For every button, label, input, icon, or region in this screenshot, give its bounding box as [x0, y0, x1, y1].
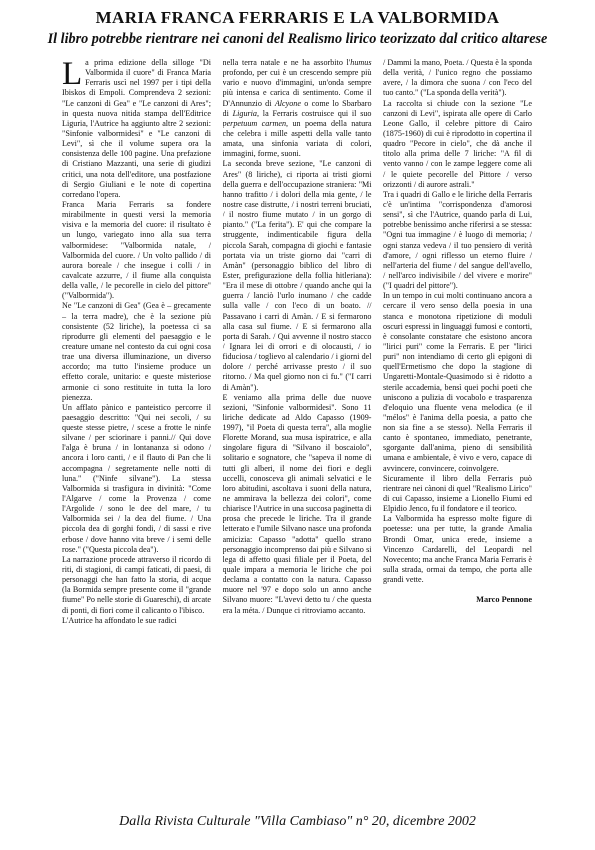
paragraph: L'Autrice ha affondato le sue radici [62, 615, 177, 625]
paragraph: Franca Maria Ferraris sa fondere mirabilmente in questi versi la memoria visiva e la memoria del cuore: il risultato è un lungo, variegato inno alla sua terra valbormidese: "Valbormida natale, / Valbormida del cuore. / Un volto pallido / di aurora boreale / che insegue i colli / in cavalcate azzurre, / il fiume alla conquista della valle, / le pecorelle in cielo del pittore" ("Valbormida"). [62, 199, 211, 301]
source-footer: Dalla Rivista Culturale "Villa Cambiaso" n° 20, dicembre 2002 [119, 814, 476, 829]
paragraph: Sicuramente il libro della Ferraris può rientrare nei cànoni di quel "Realismo Lirico" di cui Capasso, insieme a Lionello Fiumi ed Elpidio Jenco, fu il fondatore e il teorico. [383, 473, 532, 514]
paragraph: E veniamo alla prima delle due nuove sezioni, "Sinfonie valbormidesi". Sono 11 liriche dedicate ad Aldo Capasso (1909-1997), "il Poeta di questa terra", alla moglie Florette Morand, sua musa ispiratrice, e alla singolare figura di "Silvano il boscaiolo", solitario e sognatore, che "sapeva il nome di tutti gli alberi, il nome dei fiori e degli uccelli, conosceva gli animali selvatici e le loro abitudini, ascoltava i suoni della natura, ne ammirava la bellezza dei colori", come chiarisce l'Autrice in una succosa paginetta di prosa che precede le liriche. Tra il grande letterato e l'umile Silvano nasce una profonda amicizia: Capasso "adotta" quello strano personaggio incomprenso dai più e Silvano si lega di affetto quasi filiale per il Poeta, del quale impara a memoria le liriche che poi declama a contatto con la natura. Capasso muore nel '97 e dopo solo un anno anche Silvano muore: "L'avevi detto tu / che questa era la méta. / Dunque ci ritroviamo accanto. [222, 392, 372, 615]
paragraph: / Dammi la mano, Poeta. / Questa è la sponda della verità, / l'unico regno che possiamo avere, / la dimora che suona / con l'eco del tuo canto." ("La sponda della verità"). [383, 58, 532, 98]
paragraph: nella terra natale e ne ha assorbito l'humus profondo, per cui è un crescendo sempre più vario e nuovo d'immagini, un'onda sempre più intensa e carica di sentimento. Come il D'Annunzio di Alcyone o come lo Sbarbaro di Liguria, la Ferraris costruisce qui il suo perpetuum carmen, un poema della natura che celebra i mille aspetti della valle tanto amata, una sinfonia variata di colori, immagini, forme, suoni. [222, 58, 372, 159]
column-1 [62, 58, 211, 796]
author-signature: Marco Pennone [476, 595, 532, 605]
italic-term: humus [350, 58, 372, 67]
paragraph-text: a prima edizione della silloge "Di Valbormida il cuore" di Franca Maria Ferraris uscì nel 1997 per i tipi della Ibiskos di Empoli. Comprendeva 2 sezioni: "Le canzoni di Gea" e "Le canzoni di Ares"; in questa nuova nitida stampa dell'Editrice Liguria, l'Autrice ha aggiunto altre 2 sezioni: "Sinfonie valbormidesi" e "Le canzoni di Levi", sì che il volume supera ora la consistenza delle 100 pagine. Una prefazione di Cristiano Mazzanti, una serie di giudizi critici, una nota dell'editore, una postfazione di Sergio Giuliani e le note di copertina corredano l'opera. [62, 58, 211, 199]
paragraph [62, 58, 211, 200]
italic-term: Alcyone [274, 98, 301, 108]
article-subtitle: Il libro potrebbe rientrare nei canoni del Realismo lirico teorizzato dal critico altarese [47, 31, 548, 47]
paragraph: La raccolta si chiude con la sezione "Le canzoni di Levi", ispirata alle opere di Carlo Leone Gallo, il celebre pittore di Cairo (1875-1960) di cui è riprodotto in copertina il quadro "Pecore in cielo", che dà anche il titolo alla prima delle 7 liriche: "A fil di vento vanno / con le zampe leggere come ali / le quiete pecorelle del Pittore / verso orizzonti / di aurore astrali." [383, 98, 532, 189]
column-3 [383, 58, 532, 796]
paragraph: La Valbormida ha espresso molte figure di poetesse: una per tutte, la grande Amalia Brondi Omar, unica erede, insieme a Vincenzo Cardarelli, del Leopardi nel Novecento; ma anche Franca Maria Ferraris è sulla strada, ormai da tempo, che porta alle grandi vette. [383, 514, 532, 585]
paragraph: La narrazione procede attraverso il ricordo di riti, di stagioni, di campi faticati, di paesi, di personaggi che han fatto la storia, di acque (la Bormida sempre presente come il "grande fiume" Po nelle storie di Guareschi), di arcate di ponti, di fiori come il calicanto o l'ibisco. [62, 554, 211, 615]
article-title: MARIA FRANCA FERRARIS E LA VALBORMIDA [95, 8, 500, 27]
article-body [62, 58, 532, 796]
paragraph: La seconda breve sezione, "Le canzoni di Ares" (8 liriche), ci riporta ai tristi giorni della guerra e dell'occupazione straniera: "Mi hanno trafitto / i dolori della mia gente, / le nostre case distrutte, / i nostri terreni bruciati, / il nostro fiume mutato / in un gorgo di pianto." ("La ferita"). E' qui che compare la struggente, indimenticabile figura della piccola Sarah, compagna di giochi e fantasie portata via un triste giorno dai "carri di Amàn" (personaggio biblico del libro di Ester, prefigurazione della follia hitleriana): "Era il mese di ottobre / quando anche qui la guerra / lanciò l'urlo inumano / che cadde sulla valle / con l'eco di un boato. // Passavano i carri di Amàn. / E si fermarono alla casa sul fiume. / E si fermarono alla porta di Sarah. / Qui avvenne il nostro stacco / Ignara lei di orrori e di olocausti, / io fiduciosa / toglievo al calendario / i giorni del dolore / perché arrivasse presto / il suo ritorno. / Ma quel giorno non ci fu." ("I carri di Amàn"). [222, 159, 372, 392]
paragraph: Un afflato pànico e panteistico percorre il paesaggio descritto: "Qui nei secoli, / su queste stesse pietre, / scese a frotte le ninfe silvane / per sciorinare i panni.// Qui dove l'alga è bruna / in lontananza si odono / ancora i loro canti, / e il flauto di Pan che li accompagna / segretamente nelle notti di luna." ("Ninfe silvane"). La stessa Valbormida si trasfigura in divinità: "Come l'Algarve / come la Provenza / come l'Argolide / sono le dee del mare, / tu Valbormida sei / la dea del fiume. / Una piccola dea di gorghi fondi, / di sassi e rive erbose / dove hanno vita breve / i semi delle rose." ("Questa piccola dea"). [62, 402, 211, 554]
paragraph: Tra i quadri di Gallo e le liriche della Ferraris c'è un'intima "corrispondenza d'amorosi sensi", sì che l'Autrice, quando parla di Lui, potrebbe benissimo anche riferirsi a se stessa: "Ogni tua immagine / è luogo di memoria; / ogni stanza vedeva / il tuo pensiero di verità d'amore, / ogni riflesso un eterno fluire / nell'arteria del fiume / del sangue dell'avello, / nell'arco indivisibile / del vivere e morire" ("I quadri del pittore"). [383, 189, 532, 291]
paragraph: Ne "Le canzoni di Gea" (Gea è – grecamente – la terra madre), che è la sezione più consistente (52 liriche), la poetessa ci sa riprodurre gli elementi del paesaggio e le creature umane nel contesto da cui ogni cosa trae una diversa illuminazione, un diverso accordo; ma tutto l'insieme produce un effetto corale, unitario: e queste misteriose armonie ci sono restituite in tutta la loro pienezza. [62, 301, 211, 402]
drop-cap: L [62, 58, 83, 92]
column-2 [223, 58, 372, 796]
paragraph: In un tempo in cui molti continuano ancora a cercare il vero senso della poesia in una stanca e monotona ripetizione di moduli oscuri espressi in linguaggi fumosi e contorti, è consolante constatare che esistono ancora "lirici puri" come la Ferraris. E per "lirici puri" non intendiamo di certo gli epigoni di quell'Ermetismo che dopo la stagione di Ungaretti-Montale-Quasimodo si è ridotto a sterile accademia, bensì quei pochi poeti che uniscono a pulizia di vocabolo e trasparenza d'eloquio una fluente vena melodica (e il "mélos" è l'anima della poesia, a patto che non sia fine a se stesso). Nella Ferraris il canto è spontaneo, immediato, penetrante, sgorgante dall'anima, pieno di sensibilità umana e ambientale, è vivo e vero, capace di avvincere, convincere, coinvolgere. [383, 291, 532, 473]
italic-term: Liguria [232, 108, 257, 118]
italic-term: perpetuum carmen [222, 118, 287, 128]
